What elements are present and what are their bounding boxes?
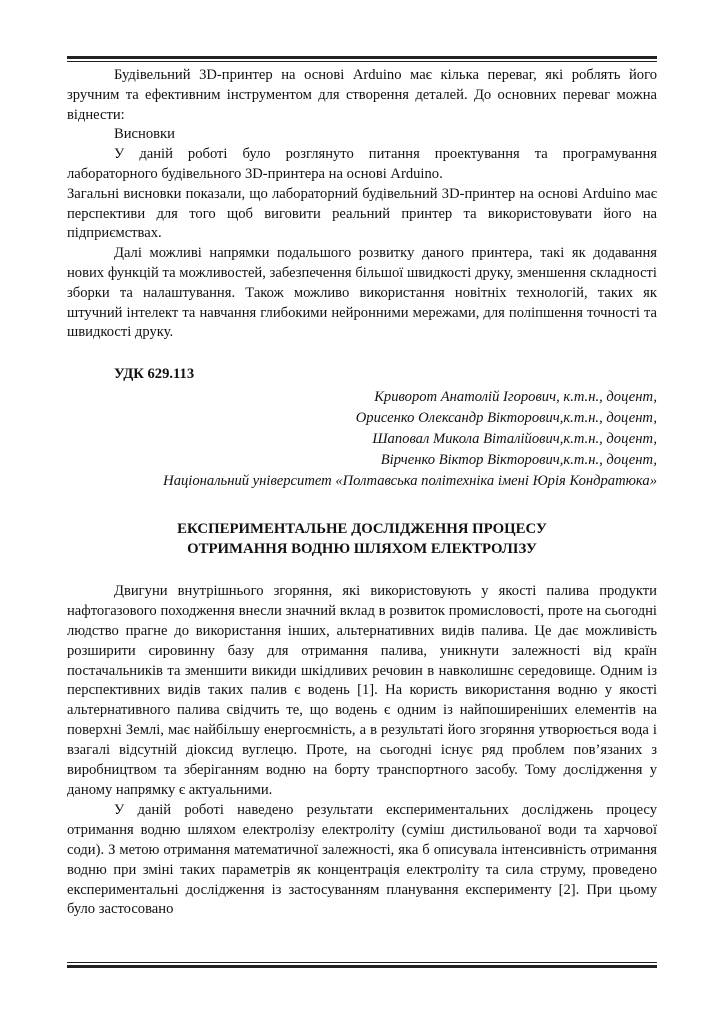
title-line: ОТРИМАННЯ ВОДНЮ ШЛЯХОМ ЕЛЕКТРОЛІЗУ xyxy=(187,540,537,557)
paragraph-conclusion-3: Далі можливі напрямки подальшого розвитку даного принтера, такі як додавання нових функцій та можливостей, забезпечення більшої швидкості друку, зменшення складності зборки та налаштування. Також можливо використання новітніх технологій, таких як штучний інтелект та навчання глибокими нейронними мережами, для поліпшення точності та швидкості друку. xyxy=(67,245,657,341)
paragraph-methods: У даній роботі наведено результати експериментальних досліджень процесу отримання водню шляхом електролізу електроліту (суміш дистильованої води та харчової соди). З метою отримання математичної залежності, яка б описувала інтенсивність отримання водню при зміні таких параметрів як концентрація електроліту та сила струму, проведено експериментальні дослідження із застосуванням планування експерименту [2]. При цьому було застосовано xyxy=(67,801,657,918)
heading-conclusions: Висновки xyxy=(114,126,175,143)
paragraph-intro: Двигуни внутрішнього згоряння, які використовують у якості палива продукти нафтогазового походження внесли значний вклад в розвиток промисловості, проте на сьогодні людство прагне до використання інших, альтернативних видів палива. Це дає можливість розширити сировинну базу для отримання палива, уникнути залежності від країн постачальників та зменшити викиди шкідливих речовин в навколишнє середовище. Одним із перспективних видів таких палив є водень [1]. На користь використання водню у якості альтернативного палива свідчить те, що водень є одним із найпоширеніших елементів на поверхні Землі, має найбільшу енергоємність, а в результаті його згоряння утворюється вода і взагалі відсутній діоксид вуглецю. Проте, на сьогодні існує ряд проблем пов’язаних з виробництвом та зберіганням водню на борту транспортного засобу. Тому дослідження у даному напрямку є актуальними. xyxy=(67,582,657,799)
author-line: Криворот Анатолій Ігорович, к.т.н., доцент, xyxy=(374,388,657,405)
article-body xyxy=(67,582,657,920)
author-line: Вірченко Віктор Вікторович,к.т.н., доцент, xyxy=(380,451,657,468)
paragraph-advantages: Будівельний 3D-принтер на основі Arduino має кілька переваг, які роблять його зручним та ефективним інструментом для створення деталей. До основних переваг можна віднести: xyxy=(67,67,657,123)
top-rule xyxy=(67,56,657,62)
author-line: Шаповал Микола Віталійович,к.т.н., доцент, xyxy=(372,430,657,447)
bottom-rule xyxy=(67,962,657,968)
udk-code: УДК 629.113 xyxy=(114,366,195,383)
author-list xyxy=(67,387,657,492)
article-title xyxy=(67,519,657,559)
affiliation: Національний університет «Полтавська політехніка імені Юрія Кондратюка» xyxy=(163,472,657,489)
title-line: ЕКСПЕРИМЕНТАЛЬНЕ ДОСЛІДЖЕННЯ ПРОЦЕСУ xyxy=(177,520,547,537)
paragraph-conclusion-1: У даній роботі було розглянуто питання проектування та програмування лабораторного будівельного 3D-принтера на основі Arduino. xyxy=(67,146,657,182)
author-line: Орисенко Олександр Вікторович,к.т.н., доцент, xyxy=(355,409,657,426)
paragraph-conclusion-2: Загальні висновки показали, що лабораторний будівельний 3D-принтер на основі Arduino має перспективи для того щоб виговити реальний принтер та використовувати його на підприємствах. xyxy=(67,185,657,242)
page-content xyxy=(67,66,657,920)
